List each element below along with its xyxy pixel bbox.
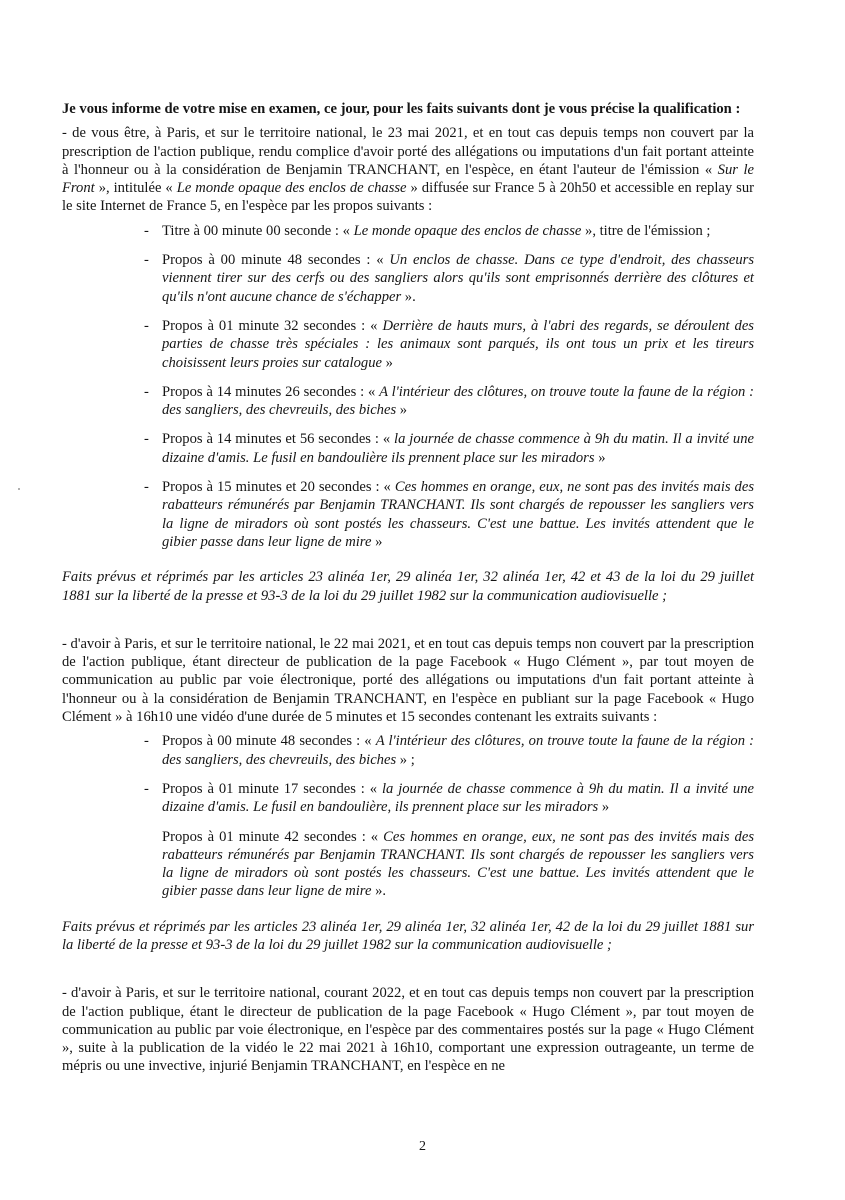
quote-text: Ces hommes en orange, eux, ne sont pas des invités mais des rabatteurs rémunérés par Benjamin TRANCHANT. Ils sont chargés de repousser les sangliers vers la ligne de miradors où sont postés les chasseurs. C'est une battue. Les invités attendent que le gibier passe dans leur ligne de mire	[162, 479, 754, 550]
quote-timestamp: Propos à 01 minute 42 secondes : «	[162, 828, 384, 845]
quote-text: Ces hommes en orange, eux, ne sont pas des invités mais des rabatteurs rémunérés par Benjamin TRANCHANT. Ils sont chargés de repousser les sangliers vers la ligne de miradors où sont postés les chasseurs. C'est une battue. Les invités attendent que le gibier passe dans leur ligne de mire	[162, 828, 755, 900]
charge-1-paragraph	[62, 124, 754, 215]
quote-suffix: » ;	[396, 751, 415, 768]
quote-text: Un enclos de chasse. Dans ce type d'endroit, des chasseurs viennent tirer sur des cerfs ou des sangliers alors qu'ils sont emprisonnés derrière des clôtures et qu'ils n'ont aucune chance de s'échapper	[162, 252, 755, 305]
charge-2-legal-basis: Faits prévus et réprimés par les articles 23 alinéa 1er, 29 alinéa 1er, 32 alinéa 1er, 42 de la loi du 29 juillet 1881 sur la liberté de la presse et 93-3 de la loi du 29 juillet 1982 sur la communication audiovisuelle ;	[62, 918, 754, 953]
list-item	[62, 780, 754, 817]
quote-timestamp: Propos à 00 minute 48 secondes : «	[162, 252, 390, 269]
quote-suffix: ».	[371, 883, 387, 900]
episode-title: Le monde opaque des enclos de chasse	[176, 180, 407, 197]
quote-suffix: »	[371, 533, 383, 550]
list-item	[62, 478, 754, 551]
list-item	[62, 430, 754, 467]
bullet-dash: -	[144, 733, 149, 750]
quote-timestamp: Propos à 14 minutes et 56 secondes : «	[162, 431, 395, 448]
bullet-dash: -	[144, 431, 149, 448]
quote-suffix: »	[598, 799, 610, 816]
charge-3-paragraph: - d'avoir à Paris, et sur le territoire national, courant 2022, et en tout cas depuis temps non couvert par la prescription de l'action publique, étant le directeur de publication de la page Facebook « Hugo Clément », par tout moyen de communication au public par voie électronique, en l'espèce par des commentaires postés sur la page « Hugo Clément », suite à la publication de la vidéo le 22 mai 2021 à 16h10, comportant une expression outrageante, un terme de mépris ou une invective, injurié Benjamin TRANCHANT, en l'espèce en ne	[62, 985, 754, 1075]
list-item	[62, 732, 754, 769]
list-item	[62, 383, 754, 420]
quote-text: A l'intérieur des clôtures, on trouve toute la faune de la région : des sangliers, des chevreuils, des biches	[162, 733, 755, 768]
charge-1-text-b: », intitulée «	[94, 180, 177, 197]
charge-1-text-a: - de vous être, à Paris, et sur le territoire national, le 23 mai 2021, et en tout cas depuis temps non couvert par la prescription de l'action publique, rendu complice d'avoir porté des allégations ou imputations d'un fait portant atteinte à l'honneur ou à la considération de Benjamin TRANCHANT, en l'espèce, en étant l'auteur de l'émission «	[62, 125, 754, 178]
scan-artifact	[18, 488, 20, 490]
quote-text: la journée de chasse commence à 9h du matin. Il a invité une dizaine d'amis. Le fusil en bandoulière ils prennent place sur les miradors	[162, 431, 754, 466]
quote-timestamp: Propos à 00 minute 48 secondes : «	[162, 733, 376, 750]
quote-timestamp: Propos à 14 minutes 26 secondes : «	[162, 383, 380, 400]
document-page	[62, 100, 754, 1076]
show-title: Sur le Front	[62, 161, 754, 197]
list-item	[62, 251, 754, 306]
charge-1-text-c: » diffusée sur France 5 à 20h50 et accessible en replay sur le site Internet de France 5, en l'espèce par les propos suivants :	[62, 180, 754, 215]
quote-suffix: »	[594, 449, 606, 466]
intro-heading: Je vous informe de votre mise en examen, ce jour, pour les faits suivants dont je vous précise la qualification :	[62, 101, 741, 117]
quote-timestamp: Titre à 00 minute 00 seconde : «	[162, 222, 354, 239]
quote-suffix: », titre de l'émission ;	[581, 222, 711, 239]
quote-text: la journée de chasse commence à 9h du matin. Il a invité une dizaine d'amis. Le fusil en bandoulière, ils prennent place sur les miradors	[162, 780, 754, 816]
charge-1-quote-list	[62, 222, 754, 551]
quote-text: A l'intérieur des clôtures, on trouve toute la faune de la région : des sangliers, des chevreuils, des biches	[162, 383, 754, 419]
bullet-dash: -	[144, 383, 149, 400]
quote-suffix: »	[396, 402, 408, 419]
quote-suffix: »	[381, 354, 393, 371]
quote-text: Le monde opaque des enclos de chasse	[353, 222, 582, 239]
bullet-dash: -	[144, 780, 149, 797]
quote-timestamp: Propos à 15 minutes et 20 secondes : «	[162, 479, 395, 496]
bullet-dash: -	[144, 252, 149, 269]
bullet-dash: -	[144, 317, 149, 334]
quote-timestamp: Propos à 01 minute 17 secondes : «	[162, 780, 382, 797]
page-number: 2	[419, 1139, 426, 1154]
list-item	[62, 222, 754, 240]
charge-1-legal-basis: Faits prévus et réprimés par les articles 23 alinéa 1er, 29 alinéa 1er, 32 alinéa 1er, 42 et 43 de la loi du 29 juillet 1881 sur la liberté de la presse et 93-3 de la loi du 29 juillet 1982 sur la communication audiovisuelle ;	[62, 569, 754, 604]
bullet-dash: -	[144, 222, 149, 239]
list-item	[62, 317, 754, 372]
quote-suffix: ».	[401, 288, 416, 305]
list-item	[62, 828, 754, 901]
charge-2-paragraph: - d'avoir à Paris, et sur le territoire national, le 22 mai 2021, et en tout cas depuis temps non couvert par la prescription de l'action publique, étant directeur de publication de la page Facebook « Hugo Clément », par tout moyen de communication au public par voie électronique, porté des allégations ou imputations d'un fait portant atteinte à l'honneur ou à la considération de Benjamin TRANCHANT, en l'espèce en publiant sur la page Facebook « Hugo Clément » à 16h10 une vidéo d'une durée de 5 minutes et 15 secondes contenant les extraits suivants :	[62, 635, 754, 726]
quote-text: Derrière de hauts murs, à l'abri des regards, se déroulent des parties de chasse très spéciales : les animaux sont parqués, ils ont tous un prix et les tireurs choisissent leurs proies sur catalogue	[162, 317, 754, 371]
charge-2-quote-list	[62, 732, 754, 900]
quote-timestamp: Propos à 01 minute 32 secondes : «	[162, 317, 383, 334]
bullet-dash: -	[144, 479, 149, 496]
